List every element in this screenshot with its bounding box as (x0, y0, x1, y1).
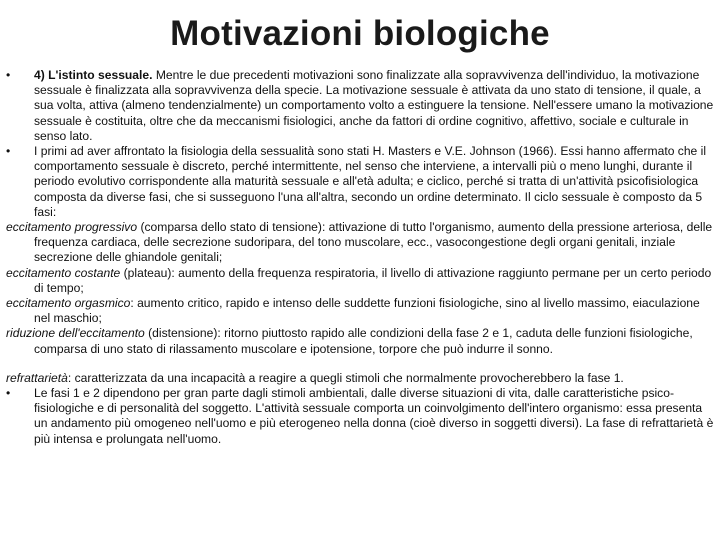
phase-item (6, 326, 714, 356)
bullet-icon: • (6, 386, 11, 401)
bullet-icon: • (6, 68, 11, 82)
spacer (6, 357, 714, 371)
phase-text: (plateau): aumento della frequenza respiratoria, il livello di attivazione raggiunto permane per un certo periodo di tempo; (34, 265, 712, 295)
phase-term: eccitamento progressivo (6, 220, 138, 235)
paragraph-sexual-instinct (6, 68, 714, 144)
paragraph-physiology (6, 144, 714, 220)
phase-item (6, 266, 714, 296)
paragraph-text: Le fasi 1 e 2 dipendono per gran parte dagli stimoli ambientali, dalle diverse situazioni di vita, dalle caratteristiche psico-fisiologiche e di personalità del soggetto. L'attività sessuale comporta un coinvolgimento dell'intero organismo: essa presenta un andamento più omogeneo nell'uomo e più eterogeneo nella donna (cioè diverso in soggetti diversi). La fase di refrattarietà è più intensa e prolungata nell'uomo. (34, 386, 714, 446)
phase-item (6, 220, 714, 266)
phase-term: eccitamento costante (6, 265, 121, 280)
phase-term: eccitamento orgasmico (6, 296, 131, 311)
paragraph-text: Mentre le due precedenti motivazioni sono finalizzate alla sopravvivenza dell'individuo, la motivazione sessuale è finalizzata alla sopravvivenza della specie. La motivazione sessuale è attivata da uno stato di tensione, il quale, a sua volta, attiva (almeno tendenzialmente) un comportamento volto a estinguere la tensione. Nell'essere umano la motivazione sessuale è costituita, oltre che da meccanismi fisiologici, anche da fattori di ordine cognitivo, affettivo, sociale e culturale in senso lato. (34, 68, 714, 143)
phase-item (6, 296, 714, 326)
paragraph-phases-dependence (6, 386, 714, 447)
phase-text: : caratterizzata da una incapacità a reagire a quegli stimoli che normalmente provocherebbero la fase 1. (67, 370, 624, 385)
phase-refractory (6, 371, 714, 386)
phase-text: (comparsa dello stato di tensione): attivazione di tutto l'organismo, aumento della pressione arteriosa, delle frequenza cardiaca, delle secrezione sudoripara, del tono muscolare, ecc., vasocongestione degli organi genitali, inziale secrezione delle ghiandole genitali; (34, 220, 713, 265)
phase-text: : aumento critico, rapido e intenso delle suddette funzioni fisiologiche, sino al livello massimo, eiaculazione nel maschio; (34, 296, 700, 326)
slide-title: Motivazioni biologiche (170, 14, 550, 53)
slide-body (6, 68, 714, 447)
phase-term: refrattarietà (6, 370, 68, 385)
phase-text: (distensione): ritorno piuttosto rapido alle condizioni della fase 2 e 1, caduta delle funzioni fisiologiche, comparsa di uno stato di rilassamento muscolare e ipotensione, torpore che può indurre il sonno. (34, 326, 693, 356)
bullet-icon: • (6, 144, 11, 159)
paragraph-text: I primi ad aver affrontato la fisiologia della sessualità sono stati H. Masters e V.E. Johnson (1966). Essi hanno affermato che il comportamento sessuale è discreto, perché intermittente, nel senso che interviene, a intervalli più o meno lunghi, durante il periodo evolutivo corrispondente alla maturità sessuale e all'età adulta; e ciclico, perché si tratta di un'attività psicofisiologica composta da diverse fasi, che si susseguono l'una all'altra, secondo un ordine determinato. Il ciclo sessuale è composto da 5 fasi: (34, 144, 707, 219)
paragraph-lead: 4) L'istinto sessuale. (34, 68, 153, 82)
phase-term: riduzione dell'eccitamento (6, 326, 145, 341)
